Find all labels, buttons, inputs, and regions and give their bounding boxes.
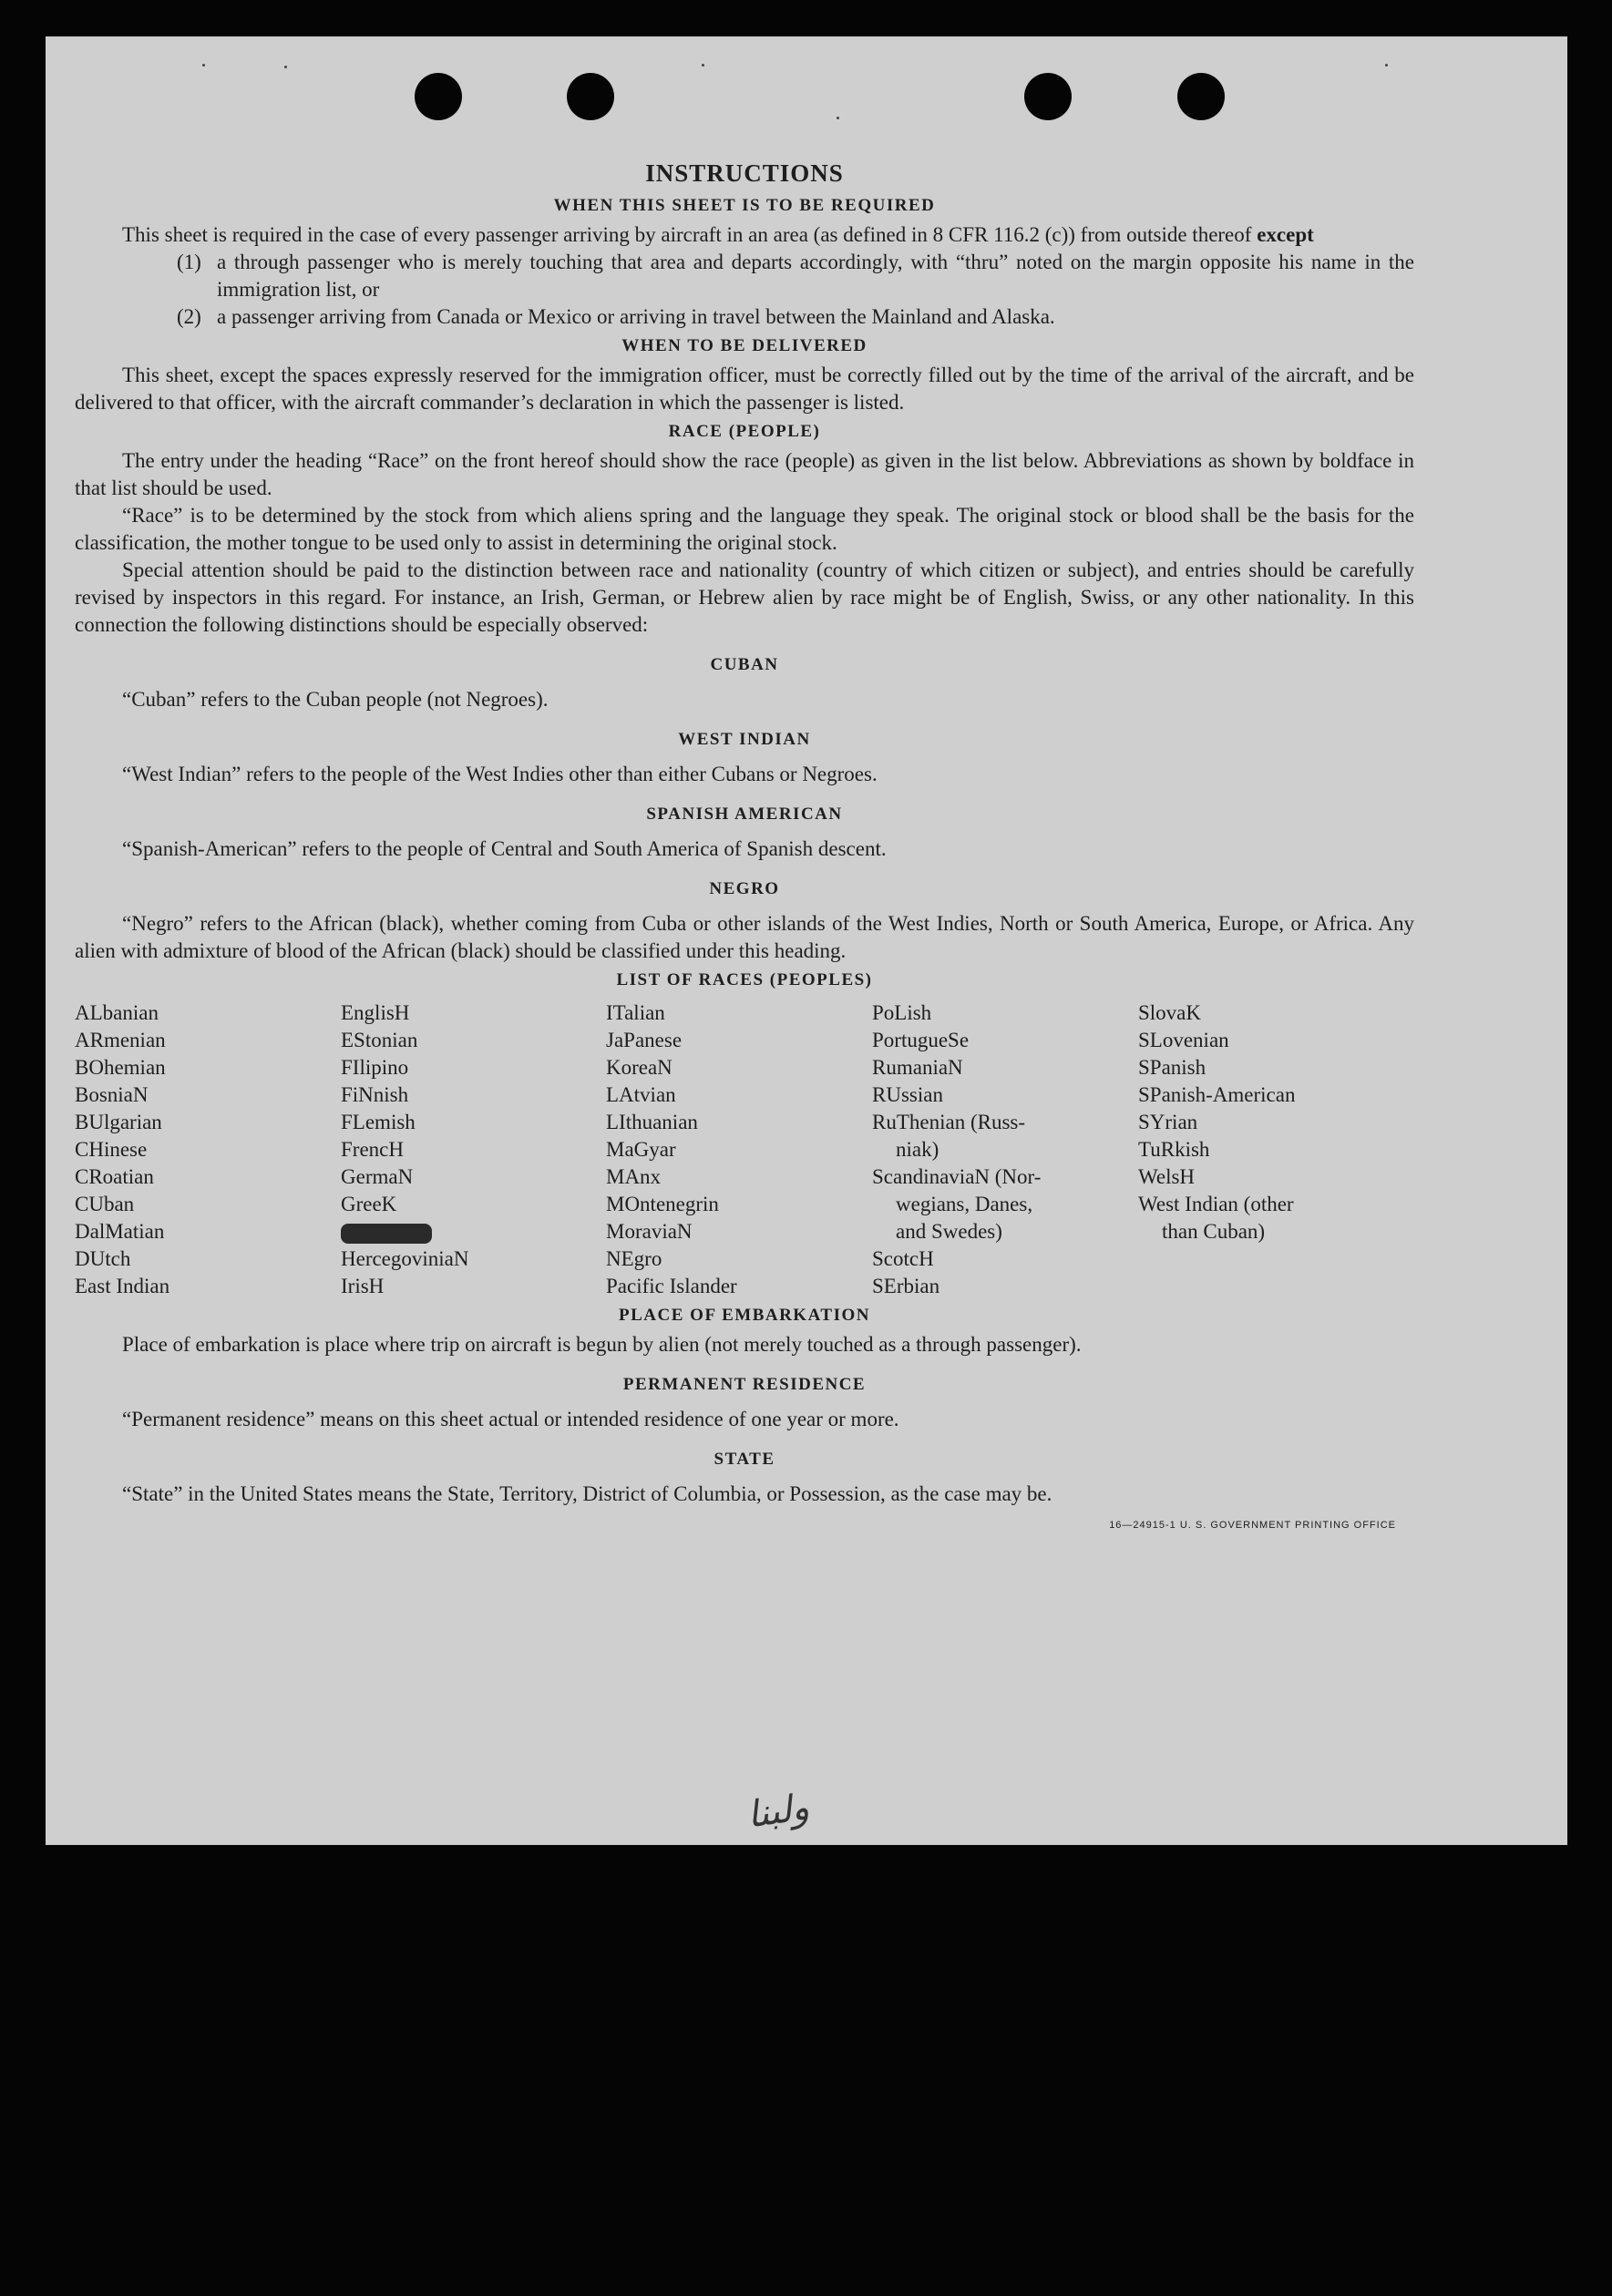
document-title: INSTRUCTIONS	[645, 159, 844, 187]
west-indian-text: “West Indian” refers to the people of the West Indies other than either Cubans or Negroes.	[122, 763, 878, 785]
printing-office-code: 16—24915-1 U. S. GOVERNMENT PRINTING OFFICE	[1109, 1520, 1396, 1531]
race-list	[75, 999, 1414, 1300]
section-heading-residence: PERMANENT RESIDENCE	[622, 1375, 867, 1394]
residence-text: “Permanent residence” means on this sheet actual or intended residence of one year or more.	[122, 1408, 899, 1430]
section-heading-list-of-races: LIST OF RACES (PEOPLES)	[616, 970, 873, 989]
cuban-text: “Cuban” refers to the Cuban people (not Negroes).	[122, 688, 549, 711]
document-sheet	[46, 36, 1567, 1845]
instructions-content	[75, 159, 1414, 1539]
exception-item: (1) a through passenger who is merely touching that area and departs accordingly, with “thru” noted on the margin opposite his name in the immigration list, or	[177, 251, 1414, 301]
section-heading-west-indian: WEST INDIAN	[678, 730, 811, 749]
required-intro: This sheet is required in the case of every passenger arriving by aircraft in an area (as defined in 8 CFR 116.2 (c)) from outside thereof except	[122, 223, 1314, 246]
section-heading-embarkation: PLACE OF EMBARKATION	[619, 1306, 870, 1325]
print-code-row	[75, 1508, 1414, 1539]
race-paragraph: “Race” is to be determined by the stock from which aliens spring and the language they speak. The original stock or blood shall be the basis for the classification, the mother tongue to be used only to assist in determining the original stock.	[75, 504, 1414, 554]
delivered-text: This sheet, except the spaces expressly reserved for the immigration officer, must be correctly filled out by the time of the arrival of the aircraft, and be delivered to that officer, with the aircraft commander’s declaration in which the passenger is listed.	[75, 364, 1414, 414]
obscured-race-entry	[341, 1218, 606, 1245]
embarkation-text: Place of embarkation is place where trip on aircraft is begun by alien (not merely touched as a through passenger).	[122, 1333, 1082, 1356]
section-heading-state: STATE	[714, 1450, 775, 1469]
section-heading-negro: NEGRO	[709, 879, 780, 898]
handwritten-mark: ولبنا	[744, 1786, 812, 1837]
ink-smudge	[341, 1224, 432, 1244]
state-footer	[75, 1481, 1414, 1508]
section-heading-delivered: WHEN TO BE DELIVERED	[621, 336, 868, 355]
punch-hole	[1024, 73, 1072, 120]
race-column: PoLish PortugueSe RumaniaN RUssian RuThenian (Russ- niak) ScandinaviaN (Nor- wegians, Danes, and Swedes) ScotcH SErbian	[872, 1001, 1042, 1297]
punch-hole	[1177, 73, 1225, 120]
race-column: ALbanian ARmenian BOhemian BosniaN BUlgarian CHinese CRoatian CUban DalMatian DUtch East Indian	[75, 1001, 170, 1297]
race-column: SlovaK SLovenian SPanish SPanish-American SYrian TuRkish WelsH West Indian (other than Cuban)	[1138, 1001, 1296, 1243]
section-heading-race: RACE (PEOPLE)	[668, 422, 821, 441]
punch-hole	[567, 73, 614, 120]
negro-text: “Negro” refers to the African (black), whether coming from Cuba or other islands of the West Indies, North or South America, Europe, or Africa. Any alien with admixture of blood of the African (black) should be classified under this heading.	[75, 912, 1414, 962]
race-paragraph: Special attention should be paid to the distinction between race and nationality (country of which citizen or subject), and entries should be carefully revised by inspectors in this regard. For instance, an Irish, German, or Hebrew alien by race might be of English, Swiss, or any other nationality. In this connection the following distinctions should be especially observed:	[75, 559, 1414, 636]
spanish-american-text: “Spanish-American” refers to the people of Central and South America of Spanish descent.	[122, 837, 887, 860]
section-heading-required: WHEN THIS SHEET IS TO BE REQUIRED	[553, 196, 936, 215]
section-heading-spanish-american: SPANISH AMERICAN	[646, 805, 843, 824]
race-paragraph: The entry under the heading “Race” on the front hereof should show the race (people) as given in the list below. Abbreviations as shown by boldface in that list should be used.	[75, 449, 1414, 499]
race-column: EnglisH EStonian FIlipino FiNnish FLemish FrencH GermaN GreeK HercegoviniaN IrisH	[341, 999, 606, 1300]
state-text: “State” in the United States means the State, Territory, District of Columbia, or Possession, as the case may be.	[122, 1482, 1052, 1505]
race-column: ITalian JaPanese KoreaN LAtvian LIthuanian MaGyar MAnx MOntenegrin MoraviaN NEgro Pacific Islander	[606, 1001, 737, 1297]
section-heading-cuban: CUBAN	[710, 655, 779, 674]
punch-hole	[415, 73, 462, 120]
exception-item: (2) a passenger arriving from Canada or Mexico or arriving in travel between the Mainland and Alaska.	[177, 305, 1055, 328]
